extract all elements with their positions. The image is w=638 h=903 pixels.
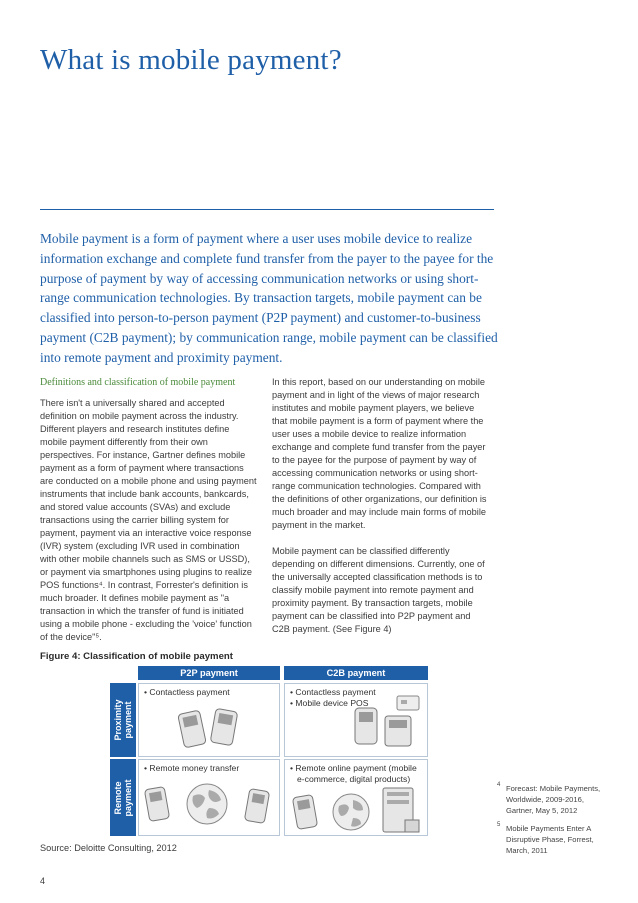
title-divider (40, 209, 494, 210)
row-header-remote-label: Remote payment (113, 778, 133, 817)
classification-figure (110, 666, 428, 836)
col-header-c2b: C2B payment (284, 666, 428, 680)
row-header-proximity-label: Proximity payment (113, 699, 133, 741)
remote-transfer-icon (143, 774, 275, 832)
pos-terminal-icon (345, 692, 425, 752)
cell-proximity-p2p (138, 683, 280, 757)
figure-source: Source: Deloitte Consulting, 2012 (40, 843, 177, 853)
cell-remote-p2p (138, 759, 280, 836)
section-subheading: Definitions and classification of mobile payment (40, 377, 236, 388)
footnote-number: 5 (497, 822, 501, 828)
footnote (497, 783, 607, 816)
cell-item: • Contactless payment (144, 687, 230, 697)
definitions-paragraph: There isn't a universally shared and accepted definition on mobile payment across the industry. Different players and research institutes define mobile payment differently from their own perspectives. For instance, Gartner defines mobile payment as a form of payment where transactions are conducted on a mobile phone and using payment instruments that include bank accounts, bankcards, and stored value accounts (SVAs) and exclude transactions using the carrier billing system for payment, payment via an interactive voice response (IVR) system (excluding IVR used in combination with other mobile channels such as SMS or USSD), or payment via smartphones using plugins to realize POS functions⁴. In contrast, Forrester's definition is much broader. It defines mobile payment as "a transaction in which the transfer of fund is initiated using a mobile phone - excluding the 'voice' function of the device"⁵. (40, 398, 257, 642)
footnote-text: Mobile Payments Enter A Disruptive Phase, Forrest, March, 2011 (506, 824, 594, 855)
intro-paragraph: Mobile payment is a form of payment where a user uses mobile device to realize information exchange and complete fund transfer from the payer to the payee for the purpose of payment by way of accessing communication networks or using short-range communication technologies. By transaction targets, mobile payment can be classified into person-to-person payment (P2P payment) and customer-to-business payment (C2B payment); by communication range, mobile payment can be classified into remote payment and proximity payment. (40, 231, 498, 365)
online-payment-icon (291, 786, 425, 834)
page-number: 4 (40, 876, 46, 886)
cell-item: • Remote money transfer (144, 763, 240, 773)
left-column (40, 376, 258, 644)
two-phones-icon (177, 706, 239, 752)
cell-item: • Contactless payment (290, 687, 376, 697)
figure-title: Figure 4: Classification of mobile payment (40, 651, 233, 662)
cell-item: • Remote online payment (mobile e-commerce, digital products) (290, 763, 417, 784)
col-header-p2p: P2P payment (138, 666, 280, 680)
right-column (272, 376, 490, 636)
row-header-proximity (110, 683, 136, 757)
footnote (497, 823, 607, 856)
cell-remote-c2b (284, 759, 428, 836)
footnote-number: 4 (497, 782, 501, 788)
classification-paragraph: Mobile payment can be classified differently depending on different dimensions. Currently, one of the universally accepted classification methods is to classify mobile payment into remote payment and proximity payment. By transaction targets, mobile payment can be classified into P2P payment and C2B payment. (See Figure 4) (272, 546, 485, 634)
report-definition-paragraph: In this report, based on our understanding on mobile payment and in light of the views of major research institutes and mobile payment players, we believe that mobile payment is a form of payment where the user uses a mobile device to realize information exchange and complete fund transfer from the payer to the payee for the purpose of payment by way of accessing communication networks or using short-range communication technologies. Compared with the definitions of other organizations, our definition is much broader and may include main forms of mobile payment in the market. (272, 377, 487, 530)
cell-item: • Mobile device POS (290, 697, 369, 708)
footnote-text: Forecast: Mobile Payments, Worldwide, 2009-2016, Gartner, May 5, 2012 (506, 784, 601, 815)
row-header-remote (110, 759, 136, 836)
cell-proximity-c2b (284, 683, 428, 757)
page-title: What is mobile payment? (40, 44, 342, 76)
